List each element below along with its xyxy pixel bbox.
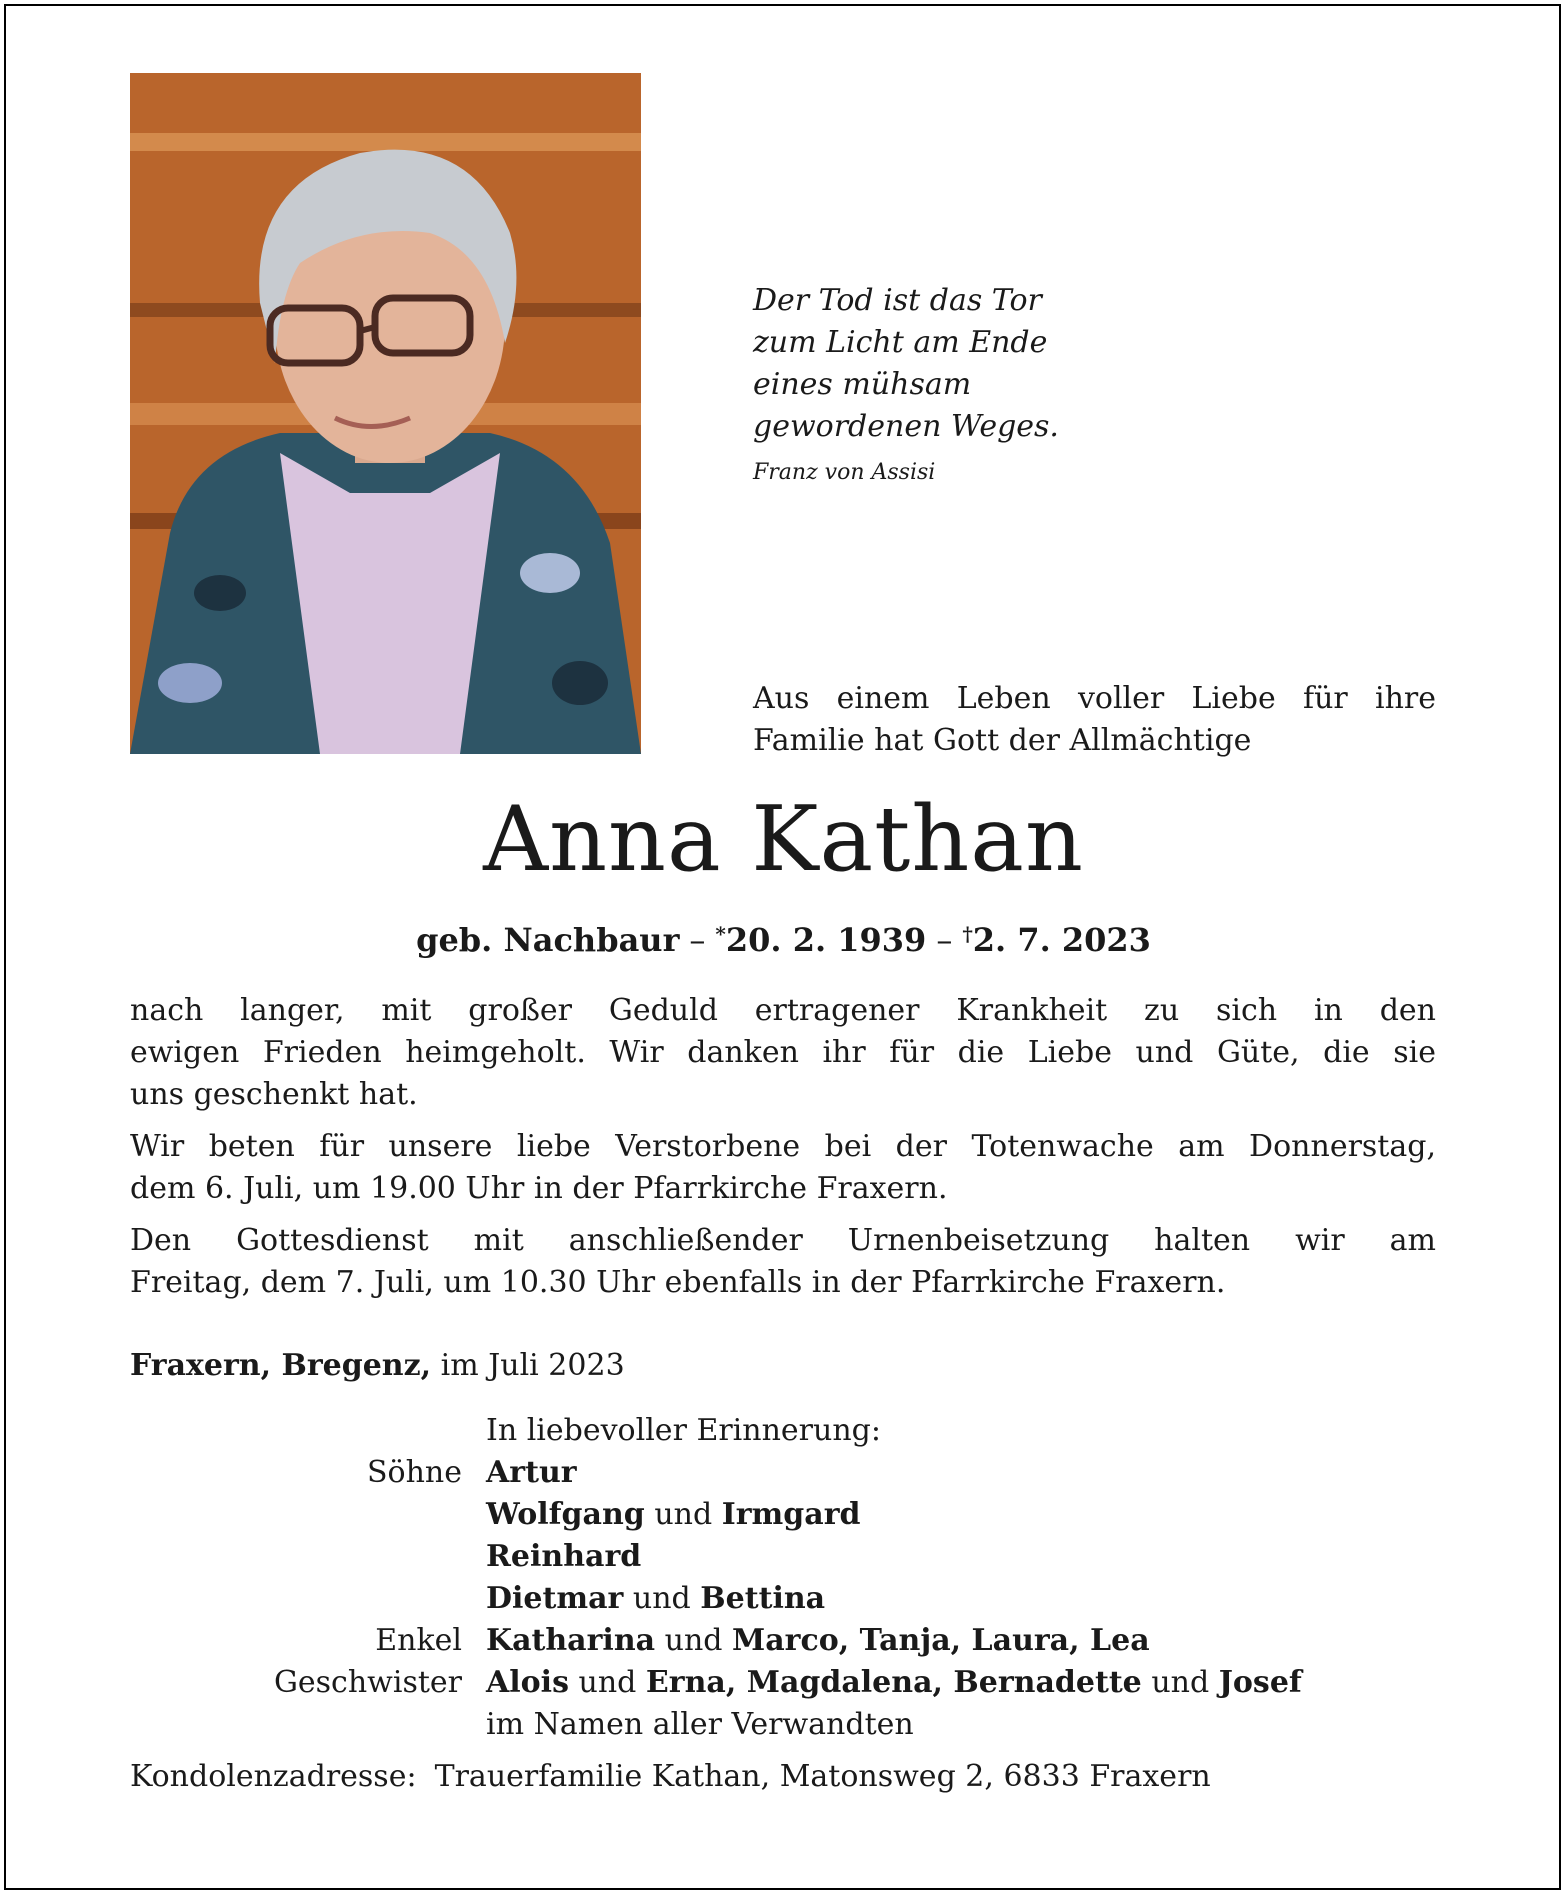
family-member: Wolfgang (486, 1497, 645, 1532)
paragraph-vigil (130, 1126, 1436, 1210)
family-member: Alois (486, 1665, 569, 1700)
family-member: Josef (1218, 1665, 1302, 1700)
place-names: Fraxern, Bregenz, (130, 1348, 432, 1383)
body-line: nach langer, mit großer Geduld ertragener Krankheit zu sich in den (130, 993, 1436, 1028)
and-word: und (654, 1497, 713, 1532)
family-heading-row (130, 1410, 1436, 1452)
and-word: und (578, 1665, 637, 1700)
and-word: und (632, 1581, 691, 1616)
role-label: Enkel (375, 1623, 462, 1658)
quote-line: eines mühsam (753, 367, 972, 402)
quote-line: zum Licht am Ende (753, 325, 1048, 360)
and-word: und (1151, 1665, 1210, 1700)
body-line: uns geschenkt hat. (130, 1077, 418, 1112)
family-member: Marco, Tanja, Laura, Lea (732, 1623, 1150, 1658)
dash-separator: – (936, 921, 953, 959)
birth-date: 20. 2. 1939 (725, 921, 927, 959)
family-member: Katharina (486, 1623, 656, 1658)
family-row-sons (130, 1536, 1436, 1578)
family-member: Erna, Magdalena, Bernadette (645, 1665, 1142, 1700)
family-closing: im Namen aller Verwandten (486, 1707, 914, 1742)
quote-author: Franz von Assisi (753, 460, 936, 485)
family-member: Reinhard (486, 1539, 642, 1574)
intro-line: Familie hat Gott der Allmächtige (753, 723, 1252, 758)
deceased-name: Anna Kathan (483, 787, 1084, 892)
family-row-sons (130, 1452, 1436, 1494)
body-line: Wir beten für unsere liebe Verstorbene bei der Totenwache am Donnerstag, (130, 1129, 1436, 1164)
family-closing-row (130, 1704, 1436, 1746)
birth-star-symbol: * (715, 922, 726, 946)
condolence-label: Kondolenzadresse: (130, 1759, 417, 1794)
intro-line: Aus einem Leben voller Liebe für ihre (753, 681, 1436, 716)
body-line: Den Gottesdienst mit anschließender Urnenbeisetzung halten wir am (130, 1223, 1436, 1258)
paragraph-service (130, 1220, 1436, 1304)
portrait-photo (130, 73, 641, 754)
body-line: dem 6. Juli, um 19.00 Uhr in der Pfarrkirche Fraxern. (130, 1171, 948, 1206)
family-member: Artur (486, 1455, 577, 1490)
quote-line: Der Tod ist das Tor (753, 283, 1042, 318)
body-line: ewigen Frieden heimgeholt. Wir danken ihr für die Liebe und Güte, die sie (130, 1035, 1436, 1070)
family-member: Dietmar (486, 1581, 624, 1616)
death-cross-symbol: † (962, 922, 973, 946)
place-date (130, 1345, 625, 1387)
family-member: Bettina (700, 1581, 826, 1616)
condolence-address (130, 1756, 1211, 1798)
bible-quote (753, 280, 1059, 488)
family-list (130, 1410, 1436, 1746)
body-line: Freitag, dem 7. Juli, um 10.30 Uhr ebenfalls in der Pfarrkirche Fraxern. (130, 1265, 1226, 1300)
role-label: Geschwister (273, 1665, 462, 1700)
family-heading: In liebevoller Erinnerung: (486, 1413, 881, 1448)
role-label: Söhne (366, 1455, 462, 1490)
dash-separator: – (689, 921, 706, 959)
family-row-sons (130, 1578, 1436, 1620)
birth-name: geb. Nachbaur (416, 921, 680, 959)
family-row-sons (130, 1494, 1436, 1536)
paragraph-illness (130, 990, 1436, 1116)
family-member: Irmgard (721, 1497, 861, 1532)
quote-line: gewordenen Weges. (753, 409, 1059, 444)
portrait-illustration (130, 73, 641, 754)
month-year: im Juli 2023 (440, 1348, 625, 1383)
intro-text (753, 678, 1436, 762)
death-date: 2. 7. 2023 (972, 921, 1151, 959)
life-dates (0, 912, 1567, 962)
and-word: und (664, 1623, 723, 1658)
notice-body (130, 990, 1436, 1314)
family-row-grandchildren (130, 1620, 1436, 1662)
family-row-siblings (130, 1662, 1436, 1704)
condolence-text: Trauerfamilie Kathan, Matonsweg 2, 6833 Fraxern (434, 1759, 1211, 1794)
